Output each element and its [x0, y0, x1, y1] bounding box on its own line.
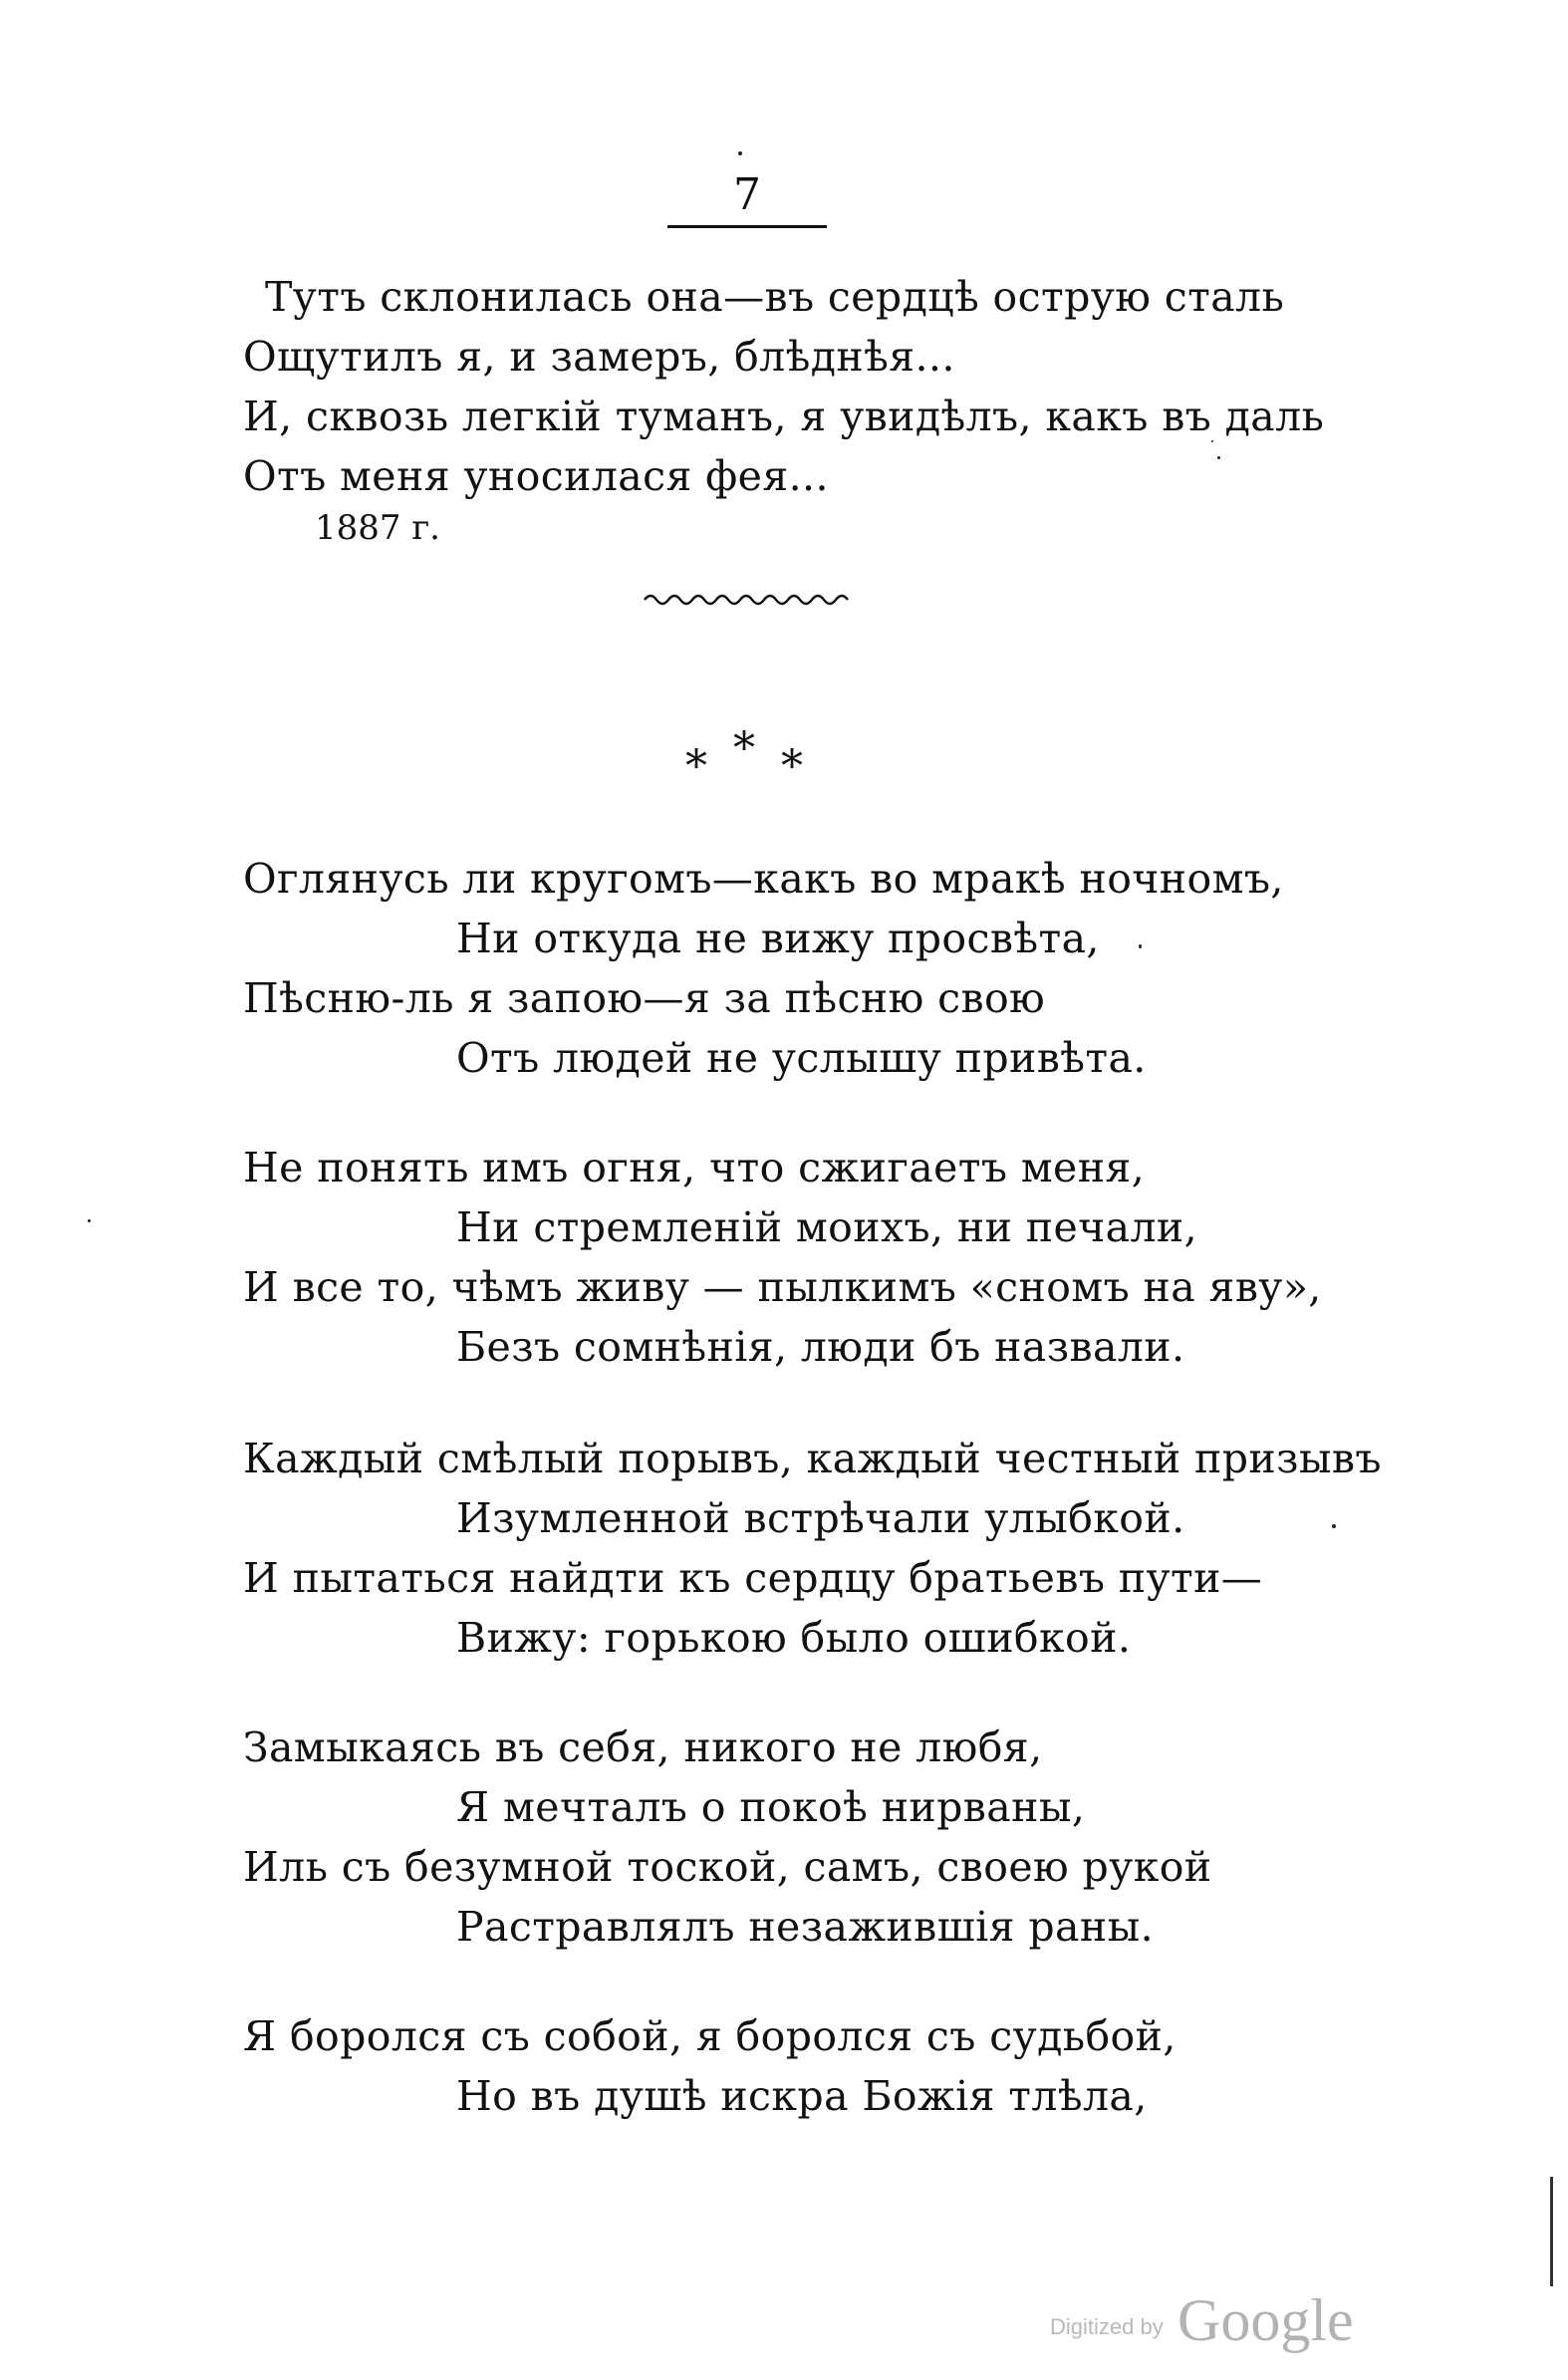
digitized-by-label: Digitized by	[1050, 2314, 1164, 2339]
google-logo: Google	[1177, 2287, 1354, 2353]
asterisk: *	[781, 741, 803, 792]
verse-line: Изумленной встрѣчали улыбкой.	[456, 1494, 1185, 1542]
stanza-previous	[243, 267, 1399, 506]
stanza-3	[243, 1429, 1399, 1668]
verse-line: И, сквозь легкій туманъ, я увидѣлъ, какъ въ даль	[243, 393, 1325, 440]
scan-speck	[738, 151, 742, 155]
scan-speck	[1211, 440, 1213, 442]
verse-line: Я мечталъ о покоѣ нирваны,	[456, 1783, 1086, 1831]
verse-line: Вижу: горькою было ошибкой.	[456, 1614, 1132, 1662]
verse-line: И все то, чѣмъ живу — пылкимъ «сномъ на яву»,	[243, 1263, 1322, 1311]
scan-speck	[1139, 944, 1142, 948]
verse-line: Тутъ склонилась она—въ сердцѣ острую сталь	[265, 273, 1285, 321]
verse-line: Оглянусь ли кругомъ—какъ во мракѣ ночномъ,	[243, 855, 1284, 903]
verse-line: Отъ людей не услышу привѣта.	[456, 1034, 1147, 1082]
stanza-2	[243, 1138, 1399, 1377]
scan-edge-mark	[1550, 2177, 1553, 2286]
poem-date: 1887 г.	[315, 508, 440, 548]
google-watermark	[1050, 2286, 1389, 2356]
verse-line: Пѣсню-ль я запою—я за пѣсню свою	[243, 974, 1046, 1022]
verse-line: Отъ меня уносилася фея...	[243, 452, 829, 500]
stanza-4	[243, 1718, 1399, 1957]
verse-line: Иль съ безумной тоской, самъ, своею рукой	[243, 1843, 1212, 1891]
verse-line: Ни стремленій моихъ, ни печали,	[456, 1203, 1198, 1251]
scan-speck	[1217, 456, 1220, 459]
verse-line: Растравлялъ незажившія раны.	[456, 1903, 1155, 1951]
scan-speck	[1332, 1524, 1336, 1528]
stanza-5	[243, 2006, 1399, 2126]
verse-line: Но въ душѣ искра Божія тлѣла,	[456, 2072, 1148, 2120]
asterism	[638, 723, 857, 797]
verse-line: Безъ сомнѣнія, люди бъ назвали.	[456, 1323, 1185, 1371]
asterisk: *	[685, 741, 707, 792]
verse-line: Я боролся съ собой, я боролся съ судьбой,	[243, 2012, 1176, 2060]
asterisk: *	[733, 723, 755, 774]
verse-line: Каждый смѣлый порывъ, каждый честный призывъ	[243, 1435, 1382, 1482]
verse-line: Замыкаясь въ себя, никого не любя,	[243, 1723, 1043, 1771]
tilde-divider	[643, 588, 852, 612]
verse-line: Ни откуда не вижу просвѣта,	[456, 915, 1100, 962]
stanza-1	[243, 849, 1399, 1088]
verse-line: Не понять имъ огня, что сжигаетъ меня,	[243, 1144, 1146, 1191]
verse-line: И пытаться найдти къ сердцу братьевъ пути—	[243, 1554, 1263, 1602]
page-number: 7	[733, 169, 761, 220]
verse-line: Ощутилъ я, и замеръ, блѣднѣя...	[243, 333, 955, 381]
scan-speck	[88, 1219, 91, 1222]
page-number-rule	[667, 225, 827, 228]
